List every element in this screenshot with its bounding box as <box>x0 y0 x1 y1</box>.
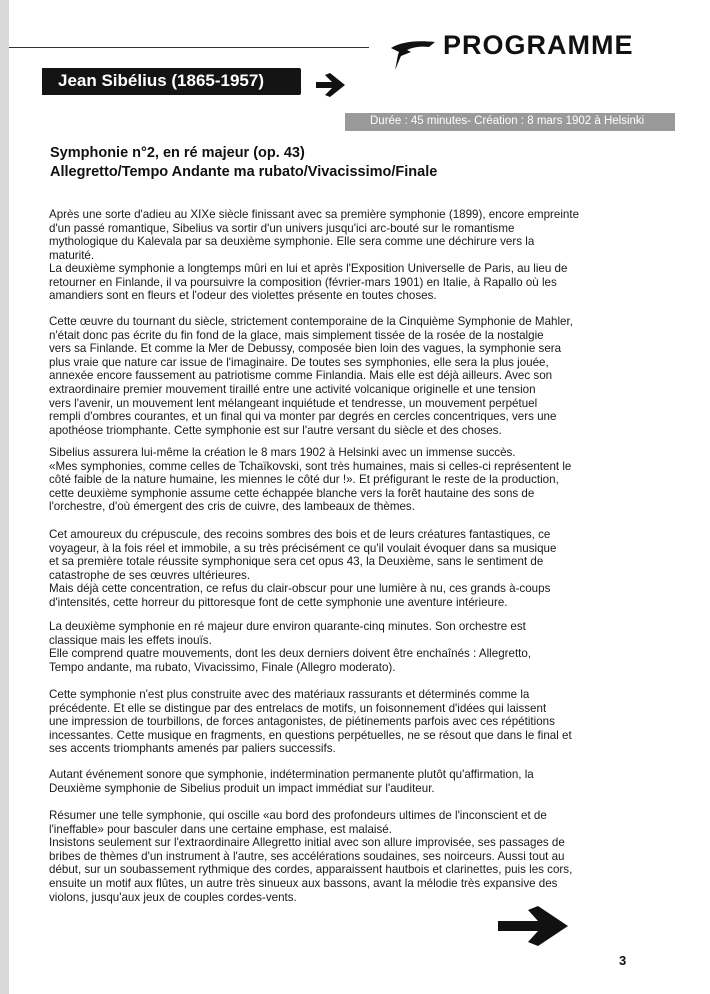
text-line: Elle comprend quatre mouvements, dont les deux derniers doivent être enchaînés : Allegretto, <box>49 647 532 661</box>
text-line: Après une sorte d'adieu au XIXe siècle finissant avec sa première symphonie (1899), encore empreinte <box>49 208 580 221</box>
text-line: bribes de thèmes d'un instrument à l'autre, ses accélérations soudaines, ses noirceurs. Aussi tout au <box>49 849 565 863</box>
text-line: ensuite un motif aux flûtes, un autre très sinueux aux bassons, avant la mélodie très expansive des <box>49 876 558 890</box>
text-line: l'orchestre, d'où émergent des cris de cuivre, des lambeaux de thèmes. <box>49 500 415 514</box>
text-line: violons, jusqu'aux jeux de couples cordes-vents. <box>49 890 297 904</box>
text-line: catastrophe de ses œuvres ultérieures. <box>49 568 251 582</box>
text-line: amandiers sont en fleurs et l'odeur des violettes présente en toutes choses. <box>49 289 437 303</box>
text-line: apothéose triomphante. Cette symphonie est sur l'autre versant du siècle et des choses. <box>49 423 502 437</box>
text-line: précédente. Et elle se distingue par des entrelacs de motifs, un foisonnement d'idées qui laissent <box>49 701 547 715</box>
text-line: maturité. <box>49 248 95 262</box>
text-line: Mais déjà cette concentration, ce refus du clair-obscur pour une lumière à nu, ces grands à-coups <box>49 582 551 596</box>
text-line: rempli d'ombres courantes, et un final qui va monter par degrés en cercles concentriques, vers une <box>49 410 557 424</box>
text-line: Tempo andante, ma rubato, Vivacissimo, Finale (Allegro moderato). <box>49 660 396 674</box>
text-line: annexée encore faussement au patriotisme comme Finlandia. Mais elle est déjà ailleurs. Avec son <box>49 369 553 383</box>
work-movements: Allegretto/Tempo Andante ma rubato/Vivacissimo/Finale <box>50 164 438 180</box>
text-line: La deuxième symphonie a longtemps mûri en lui et après l'Exposition Universelle de Paris, au lieu de <box>49 262 568 275</box>
paragraph-4 <box>49 446 618 514</box>
text-line: vers sa Finlande. Et comme la Mer de Debussy, composée bien loin des vagues, la symphonie sera <box>49 342 562 356</box>
header-rule <box>9 47 369 48</box>
text-line: et sa première totale réussite symphonique sera cet opus 43, la Deuxième, sans le sentiment de <box>49 555 544 569</box>
text-line: Autant événement sonore que symphonie, indétermination permanente plutôt qu'affirmation, la <box>49 768 534 781</box>
duration-text: Durée : 45 minutes- Création : 8 mars 1902 à Helsinki <box>370 115 645 127</box>
text-line: ses accents triomphants amenés par paliers successifs. <box>49 742 336 756</box>
text-line: classique mais les effets inouïs. <box>49 633 212 647</box>
programme-title: PROGRAMME <box>443 30 634 60</box>
text-line: incessantes. Cette musique en fragments, en questions perpétuelles, ne se résout que dans le final et <box>49 728 572 742</box>
work-title: Symphonie n°2, en ré majeur (op. 43) <box>50 145 305 161</box>
text-line: extraordinaire premier mouvement tiraillé entre une activité volcanique originelle et une tension <box>49 382 536 396</box>
text-line: La deuxième symphonie en ré majeur dure environ quarante-cinq minutes. Son orchestre est <box>49 620 526 633</box>
text-line: côté faible de la nature humaine, les miennes le côté dur !». Et préfigurant le reste de la production, <box>49 473 559 487</box>
paragraph-2 <box>49 262 618 303</box>
text-line: mythologique du Kalevala par sa deuxième symphonie. Elle sera comme une déchirure vers la <box>49 235 535 249</box>
text-line: n'était donc pas écrite du fin fond de la glace, mais simplement tissée de la rosée de la nostalgie <box>49 328 544 342</box>
paragraph-7 <box>49 688 618 756</box>
paragraph-3 <box>49 315 618 437</box>
text-line: Sibelius assurera lui-même la création le 8 mars 1902 à Helsinki avec un immense succès. <box>49 446 516 459</box>
text-line: Cette symphonie n'est plus construite avec des matériaux rassurants et déterminés comme la <box>49 688 530 701</box>
text-line: Cette œuvre du tournant du siècle, strictement contemporaine de la Cinquième Symphonie de Mahler, <box>49 315 573 328</box>
paragraph-1 <box>49 208 618 262</box>
text-line: Insistons seulement sur l'extraordinaire Allegretto initial avec son allure improvisée, ses passages de <box>49 836 565 850</box>
text-line: plus vraie que nature car issue de l'imaginaire. De toutes ses symphonies, elle sera la plus jouée, <box>49 355 549 369</box>
page-edge <box>0 0 9 994</box>
text-line: cette deuxième symphonie assume cette échappée blanche vers la forêt hautaine des sons de <box>49 486 535 500</box>
paragraph-5 <box>49 528 618 610</box>
text-line: «Mes symphonies, comme celles de Tchaïkovski, sont très humaines, mais si celles-ci représentent le <box>49 459 572 473</box>
text-line: Deuxième symphonie de Sibelius produit un impact immédiat sur l'auditeur. <box>49 781 435 795</box>
text-line: Résumer une telle symphonie, qui oscille «au bord des profondeurs ultimes de l'inconscient et de <box>49 809 547 822</box>
next-page-arrow-icon <box>498 906 570 946</box>
composer-name: Jean Sibélius (1865-1957) <box>58 71 265 90</box>
paragraph-9 <box>49 809 618 904</box>
arrow-right-icon <box>314 72 348 98</box>
text-line: vers l'avenir, un mouvement lent mélangeant inquiétude et tendresse, un mouvement perpétuel <box>49 396 538 410</box>
text-line: voyageur, à la fois réel et immobile, a su très précisément ce qu'il voulait évoquer dans sa musique <box>49 541 557 555</box>
paragraph-8 <box>49 768 618 795</box>
text-line: l'ineffable» pour basculer dans une certaine emphase, est malaisé. <box>49 822 392 836</box>
text-line: une impression de tourbillons, de forces antagonistes, de piétinements parfois avec ces répétitions <box>49 715 555 729</box>
text-line: d'intensités, cette horreur du pittoresque font de cette symphonie une aventure intérieure. <box>49 595 508 609</box>
page-number: 3 <box>619 953 627 968</box>
text-line: retourner en Finlande, il va poursuivre la composition (février-mars 1901) en Italie, à Rapallo où les <box>49 275 557 289</box>
text-line: début, sur un soubassement rythmique des cordes, apparaissent hautbois et clarinettes, puis les cors, <box>49 863 573 877</box>
bird-logo-icon <box>389 36 437 72</box>
text-line: Cet amoureux du crépuscule, des recoins sombres des bois et de leurs créatures fantastiques, ce <box>49 528 551 541</box>
paragraph-6 <box>49 620 618 674</box>
text-line: d'un passé romantique, Sibelius va sortir d'un univers jusqu'ici arc-bouté sur le romantisme <box>49 221 515 235</box>
